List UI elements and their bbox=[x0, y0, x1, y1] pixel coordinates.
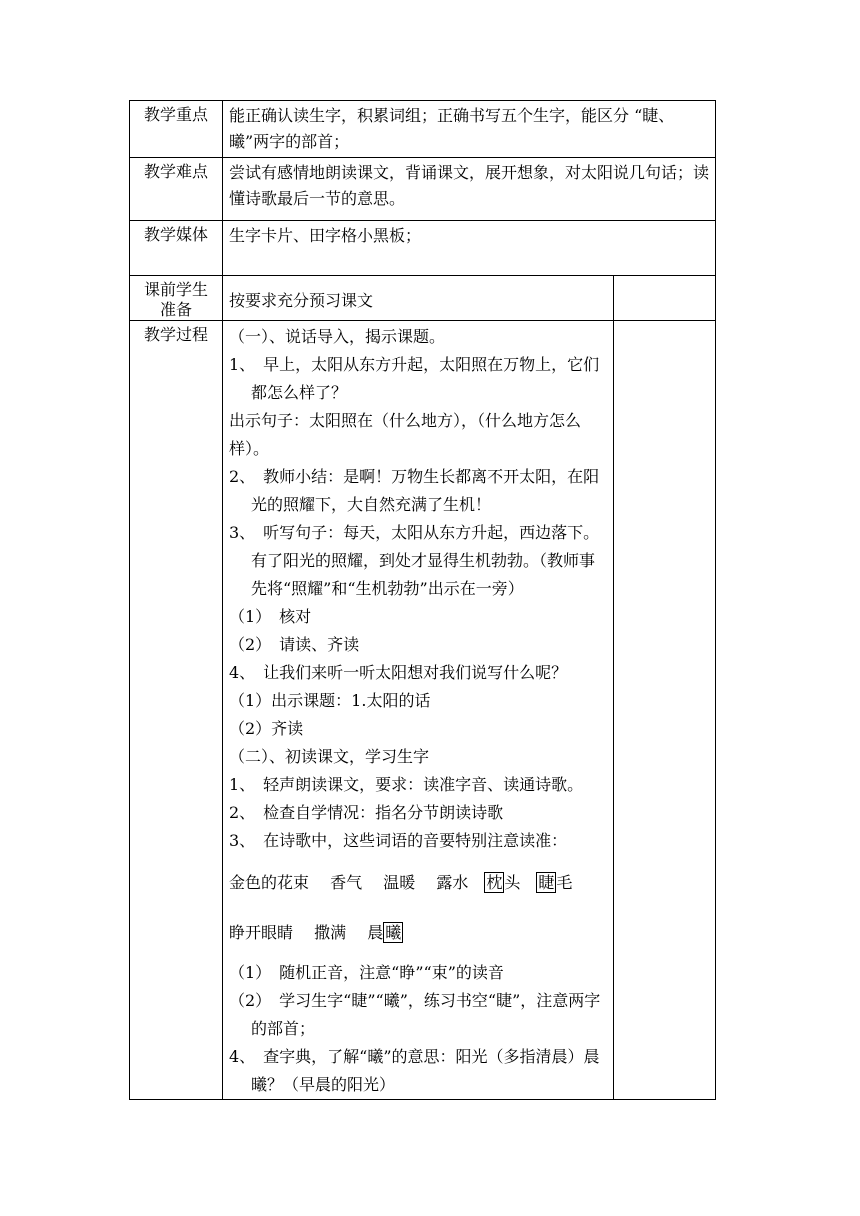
label-student-prep-line1: 课前学生 bbox=[143, 280, 208, 299]
notes-cell-process bbox=[614, 321, 716, 1100]
vocab-word: 睁开眼睛 bbox=[229, 923, 294, 942]
text-teaching-focus: 能正确认读生字，积累词组；正确书写五个生字，能区分 “睫、曦”两字的部首； bbox=[223, 101, 716, 158]
process-line: 出示句子：太阳照在（什么地方），（什么地方怎么样）。 bbox=[229, 411, 582, 458]
row-teaching-focus bbox=[130, 101, 716, 158]
vocab-word: 金色的花束 bbox=[229, 873, 310, 892]
vocab-word: 晨 bbox=[367, 923, 384, 942]
vocab-word: 撒满 bbox=[314, 923, 347, 942]
label-student-prep-line2: 准备 bbox=[159, 300, 192, 319]
process-line: 1、 轻声朗读课文，要求：读准字音、读通诗歌。 bbox=[229, 775, 584, 794]
boxed-char: 枕 bbox=[486, 873, 503, 892]
process-line: 2、 检查自学情况：指名分节朗读诗歌 bbox=[229, 803, 504, 822]
text-teaching-process bbox=[223, 321, 614, 1100]
process-line: （1） 核对 bbox=[229, 607, 312, 626]
vocab-word: 温暖 bbox=[383, 873, 416, 892]
label-teaching-difficulty: 教学难点 bbox=[130, 158, 223, 221]
row-teaching-difficulty bbox=[130, 158, 716, 221]
process-line: （2） 学习生字“睫”“曦”，练习书空“睫”，注意两字的部首； bbox=[229, 991, 601, 1038]
process-line: 2、 教师小结：是啊！万物生长都离不开太阳，在阳光的照耀下，大自然充满了生机！ bbox=[229, 467, 600, 514]
process-line: 4、 查字典，了解“曦”的意思：阳光（多指清晨）晨曦？（早晨的阳光） bbox=[229, 1047, 600, 1094]
text-teaching-difficulty: 尝试有感情地朗读课文，背诵课文，展开想象，对太阳说几句话；读懂诗歌最后一节的意思。 bbox=[223, 158, 716, 221]
process-line: （一）、说话导入，揭示课题。 bbox=[229, 327, 446, 346]
label-student-prep bbox=[130, 276, 223, 321]
row-student-prep bbox=[130, 276, 716, 321]
notes-cell-prep bbox=[614, 276, 716, 321]
lesson-plan-table bbox=[129, 100, 716, 1100]
process-line: （1）出示课题：1.太阳的话 bbox=[229, 691, 431, 710]
process-line: 1、 早上，太阳从东方升起，太阳照在万物上，它们都怎么样了？ bbox=[229, 355, 600, 402]
row-teaching-process bbox=[130, 321, 716, 1100]
label-teaching-focus: 教学重点 bbox=[130, 101, 223, 158]
process-line: （二）、初读课文，学习生字 bbox=[229, 747, 430, 766]
process-line: （1） 随机正音，注意“睁”“束”的读音 bbox=[229, 963, 504, 982]
vocab-word: 香气 bbox=[330, 873, 363, 892]
vocab-word: 露水 bbox=[436, 873, 469, 892]
process-line: 4、 让我们来听一听太阳想对我们说写什么呢？ bbox=[229, 663, 568, 682]
boxed-char: 曦 bbox=[385, 923, 402, 942]
label-teaching-process: 教学过程 bbox=[130, 321, 223, 1100]
vocab-line-1 bbox=[229, 861, 607, 905]
text-teaching-media: 生字卡片、田字格小黑板； bbox=[223, 221, 716, 276]
process-line: 3、 在诗歌中，这些词语的音要特别注意读准： bbox=[229, 831, 568, 850]
text-student-prep: 按要求充分预习课文 bbox=[223, 276, 614, 321]
label-teaching-media: 教学媒体 bbox=[130, 221, 223, 276]
process-line: （2） 请读、齐读 bbox=[229, 635, 360, 654]
process-line: （2）齐读 bbox=[229, 719, 304, 738]
process-line: 3、 听写句子：每天，太阳从东方升起，西边落下。有了阳光的照耀，到处才显得生机勃勃。（教师事先将“照耀”和“生机勃勃”出示在一旁） bbox=[229, 523, 600, 598]
vocab-word: 头 bbox=[504, 873, 521, 892]
vocab-line-2 bbox=[229, 911, 607, 955]
vocab-word: 毛 bbox=[556, 873, 573, 892]
row-teaching-media bbox=[130, 221, 716, 276]
boxed-char: 睫 bbox=[538, 873, 555, 892]
